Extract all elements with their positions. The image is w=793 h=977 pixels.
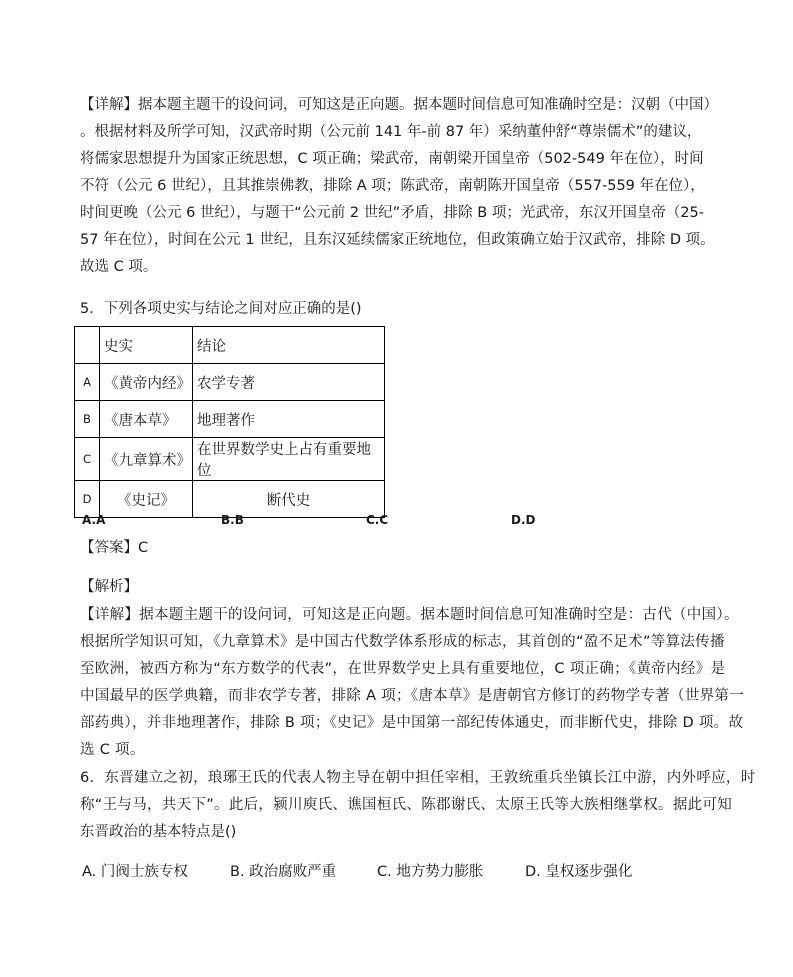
analysis-line-1: 【详解】据本题主题干的设问词，可知这是正向题。据本题时间信息可知准确时空是：古代（中国）。 <box>80 607 739 623</box>
row-fact: 《黄帝内经》 <box>100 364 193 401</box>
q6-option-c: C. 地方势力膨胀 <box>377 864 484 880</box>
answer-label: 【答案】C <box>80 540 149 556</box>
option-c: C.C <box>366 513 389 527</box>
option-d: D.D <box>511 513 536 527</box>
row-conclusion: 地理著作 <box>193 401 385 438</box>
question-5-stem: 5．下列各项史实与结论之间对应正确的是() <box>80 301 362 317</box>
q6-option-d: D. 皇权逐步强化 <box>525 864 633 880</box>
table-header-conclusion: 结论 <box>193 327 385 364</box>
analysis-line-3: 至欧洲，被西方称为“东方数学的代表”，在世界数学史上具有重要地位，C 项正确；《黄帝内经》是 <box>80 661 726 677</box>
row-fact: 《唐本草》 <box>100 401 193 438</box>
row-fact: 《九章算术》 <box>100 438 193 481</box>
facts-table <box>74 326 385 518</box>
option-a: A.A <box>82 513 106 527</box>
table-header-fact: 史实 <box>100 327 193 364</box>
table-row <box>75 481 385 518</box>
detail-line-1: 【详解】据本题主题干的设问词，可知这是正向题。据本题时间信息可知准确时空是：汉朝（中国） <box>80 97 718 113</box>
row-fact: 《史记》 <box>100 481 193 518</box>
question-6-line-3: 东晋政治的基本特点是() <box>80 824 237 840</box>
detail-line-3: 将儒家思想提升为国家正统思想，C 项正确；梁武帝，南朝梁开国皇帝（502-549 年在位），时间 <box>80 151 704 167</box>
detail-line-4: 不符（公元 6 世纪），且其推崇佛教，排除 A 项；陈武帝，南朝陈开国皇帝（557-559 年在位）， <box>80 178 705 194</box>
q6-option-a: A. 门阀士族专权 <box>82 864 188 880</box>
table-row <box>75 401 385 438</box>
analysis-line-6: 选 C 项。 <box>80 742 145 758</box>
row-conclusion: 在世界数学史上占有重要地位 <box>193 438 385 481</box>
detail-line-6: 57 年在位），时间在公元 1 世纪，且东汉延续儒家正统地位，但政策确立始于汉武帝，排除 D 项。 <box>80 232 715 248</box>
q6-option-b: B. 政治腐败严重 <box>230 864 337 880</box>
row-conclusion: 断代史 <box>193 481 385 518</box>
detail-line-7: 故选 C 项。 <box>80 259 158 275</box>
analysis-line-4: 中国最早的医学典籍，而非农学专著，排除 A 项；《唐本草》是唐朝官方修订的药物学专著（世界第一 <box>80 688 744 704</box>
question-6-line-2: 称“王与马，共天下”。此后，颍川庾氏、谯国桓氏、陈郡谢氏、太原王氏等大族相继掌权。据此可知 <box>80 797 733 813</box>
row-key: D <box>75 481 100 518</box>
table-row <box>75 438 385 481</box>
detail-line-5: 时间更晚（公元 6 世纪），与题干“公元前 2 世纪”矛盾，排除 B 项；光武帝，东汉开国皇帝（25- <box>80 205 705 221</box>
row-key: B <box>75 401 100 438</box>
option-b: B.B <box>221 513 244 527</box>
analysis-label: 【解析】 <box>80 579 138 595</box>
row-key: A <box>75 364 100 401</box>
analysis-line-5: 部药典），并非地理著作，排除 B 项；《史记》是中国第一部纪传体通史，而非断代史，排除 D 项。故 <box>80 715 744 731</box>
analysis-line-2: 根据所学知识可知，《九章算术》是中国古代数学体系形成的标志，其首创的“盈不足术”等算法传播 <box>80 634 725 650</box>
table-header-key <box>75 327 100 364</box>
question-6-line-1: 6．东晋建立之初，琅琊王氏的代表人物主导在朝中担任宰相，王敦统重兵坐镇长江中游，内外呼应，时 <box>80 770 756 786</box>
detail-line-2: 。根据材料及所学可知，汉武帝时期（公元前 141 年-前 87 年）采纳董仲舒“尊崇儒术”的建议， <box>80 124 702 140</box>
table-header-row <box>75 327 385 364</box>
table-row <box>75 364 385 401</box>
row-key: C <box>75 438 100 481</box>
row-conclusion: 农学专著 <box>193 364 385 401</box>
